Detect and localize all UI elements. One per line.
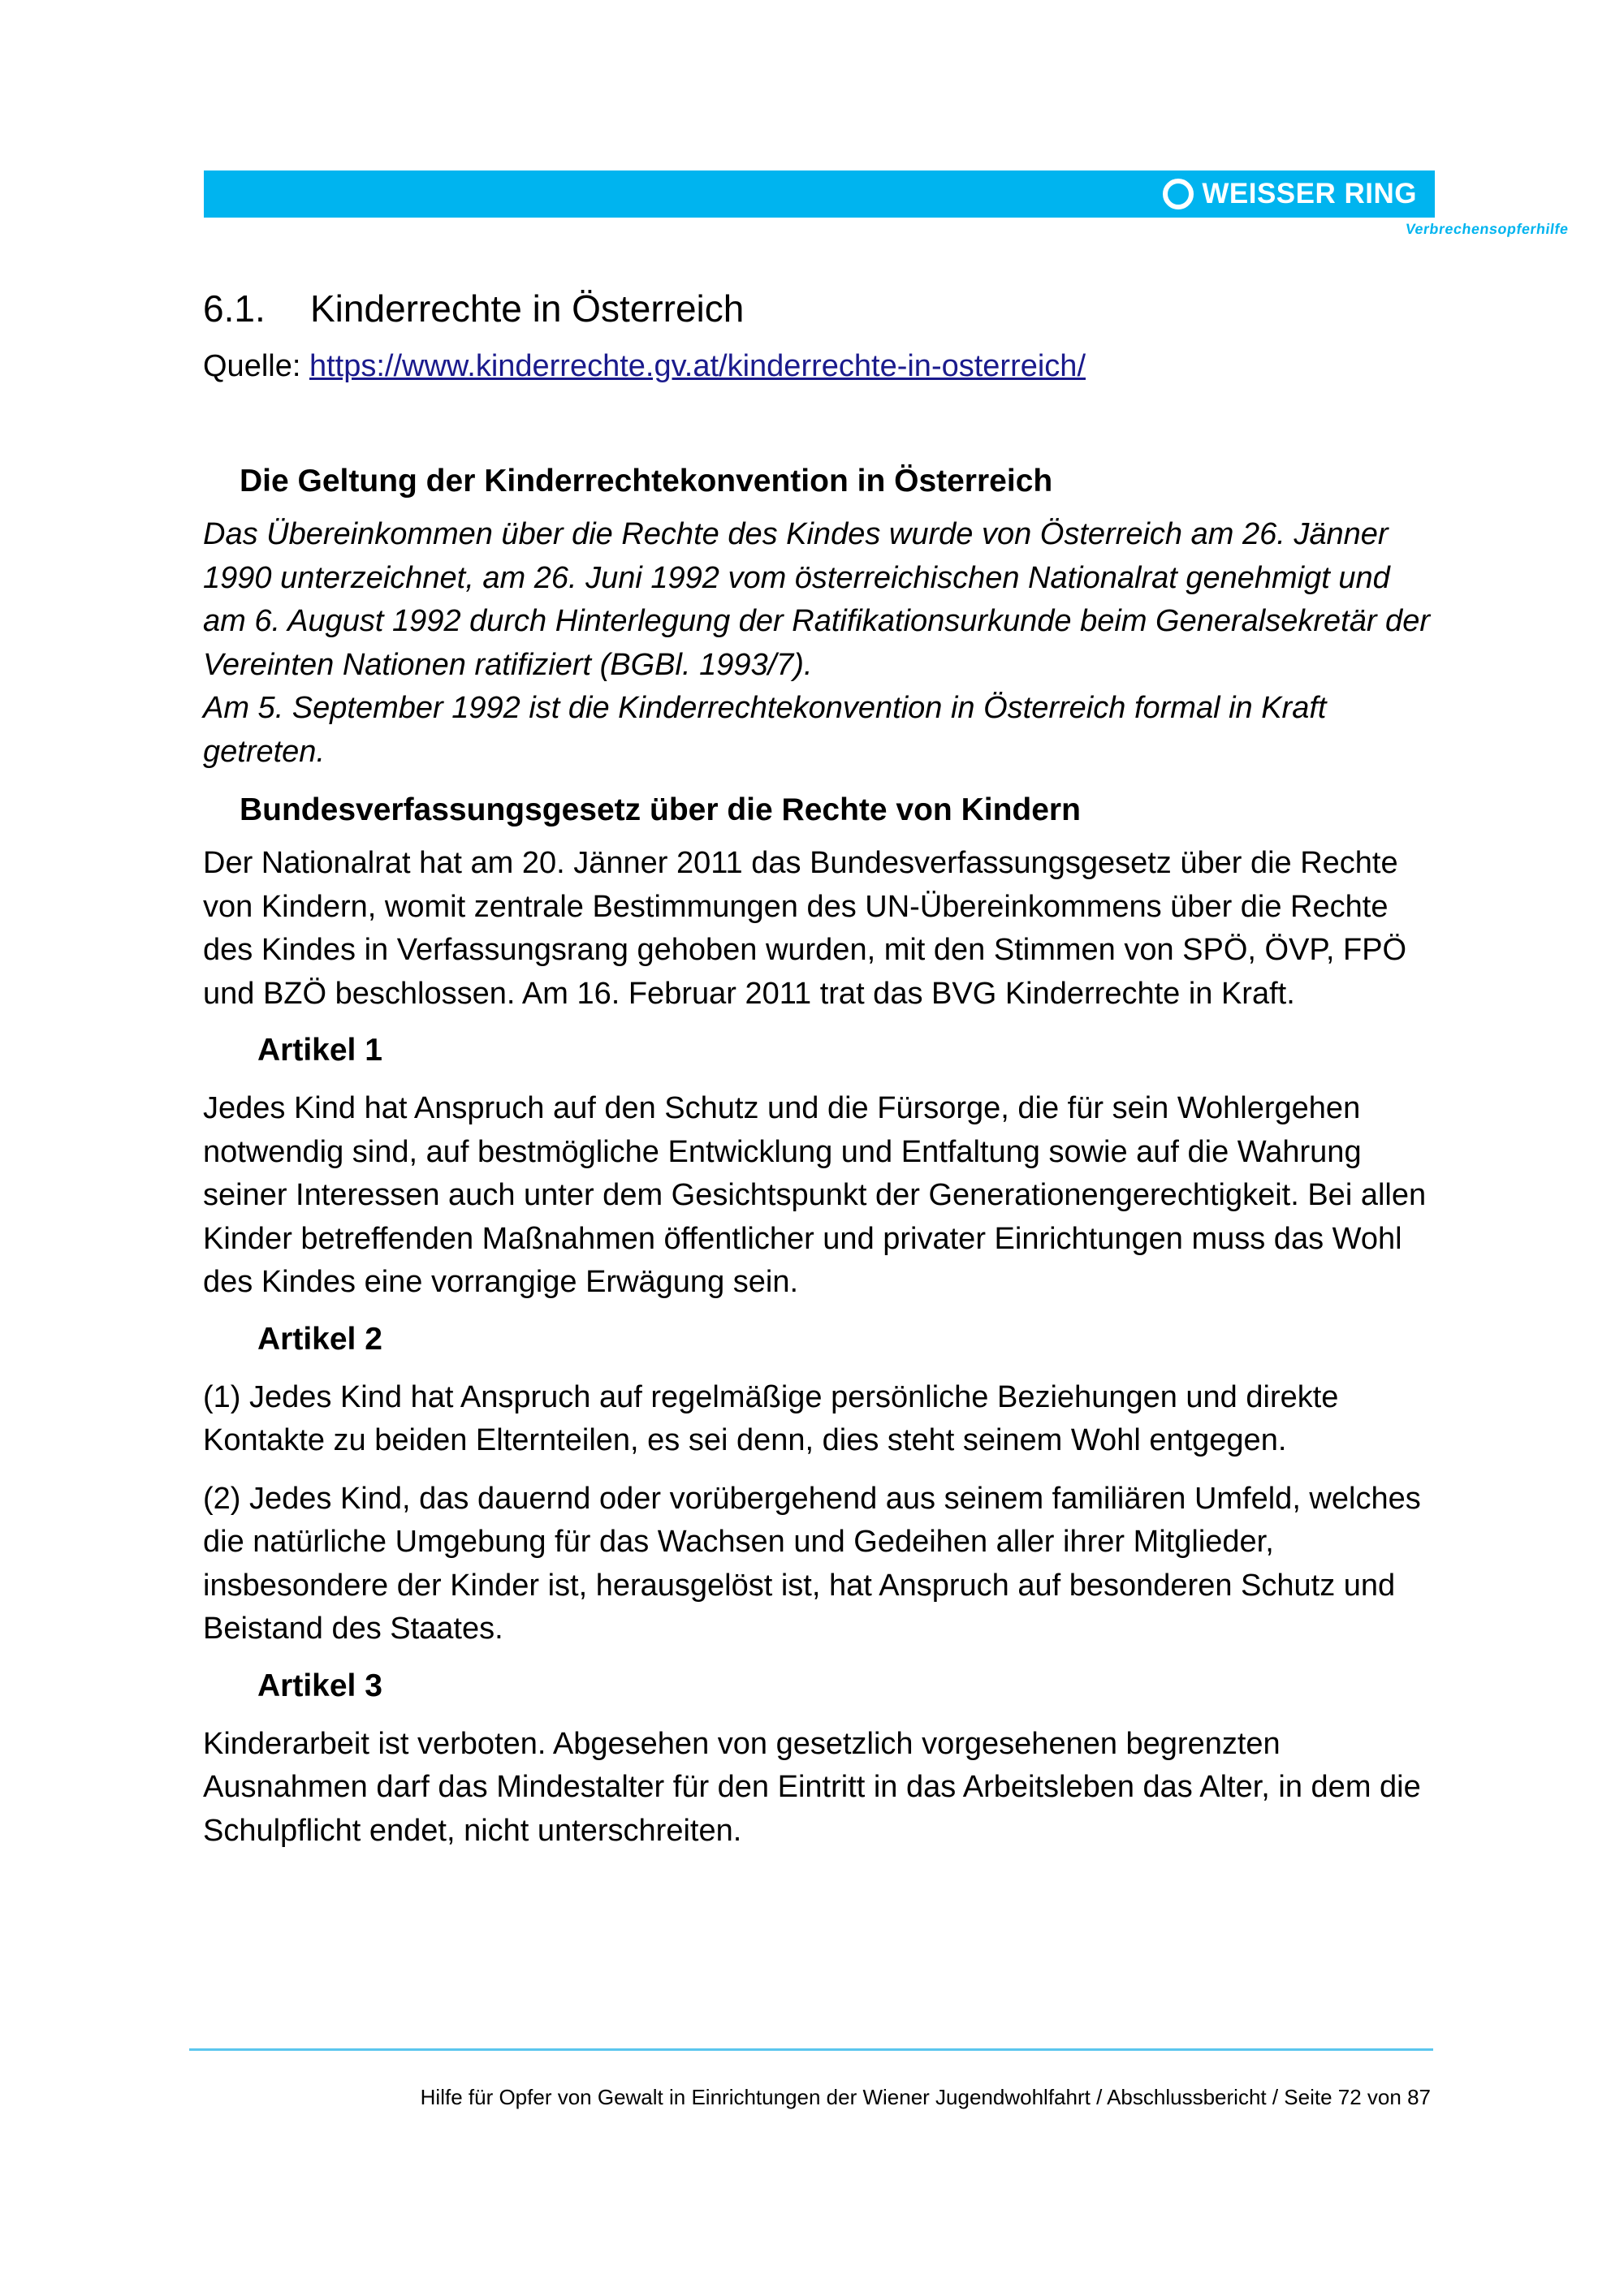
section-title — [203, 286, 1437, 331]
geltung-text-2: Am 5. September 1992 ist die Kinderrechtekonvention in Österreich formal in Kraft getreten. — [203, 691, 1327, 769]
logo-text: WEISSER RING — [1202, 178, 1417, 209]
geltung-heading: Die Geltung der Kinderrechtekonvention in Österreich — [240, 464, 1053, 498]
artikel2-paragraph-2: (2) Jedes Kind, das dauernd oder vorübergehend aus seinem familiären Umfeld, welches die natürliche Umgebung für das Wachsen und Gedeihen aller ihrer Mitglieder, insbesondere der Kinder ist, herausgelöst ist, hat Anspruch auf besonderen Schutz und Beistand des Staates. — [203, 1481, 1421, 1646]
footer-divider — [189, 2048, 1433, 2051]
section-title-text: Kinderrechte in Österreich — [310, 287, 745, 330]
geltung-text-1: Das Übereinkommen über die Rechte des Kindes wurde von Österreich am 26. Jänner 1990 unterzeichnet, am 26. Juni 1992 vom österreichischen Nationalrat genehmigt und am 6. August 1992 durch Hinterlegung der Ratifikationsurkunde beim Generalsekretär der Vereinten Nationen ratifiziert (BGBl. 1993/7). — [203, 517, 1430, 682]
artikel2-paragraph-1: (1) Jedes Kind hat Anspruch auf regelmäßige persönliche Beziehungen und direkte Kontakte zu beiden Elternteilen, es sei denn, dies steht seinem Wohl entgegen. — [203, 1379, 1339, 1457]
section-number: 6.1. — [203, 287, 266, 330]
artikel3-heading: Artikel 3 — [257, 1668, 382, 1703]
source-label: Quelle: — [203, 349, 301, 383]
page-content — [203, 286, 1437, 1867]
artikel2-heading: Artikel 2 — [257, 1321, 382, 1357]
logo-subtext: Verbrechensopferhilfe — [1405, 221, 1570, 237]
ring-logo-icon — [1163, 179, 1194, 209]
bvg-paragraph: Der Nationalrat hat am 20. Jänner 2011 das Bundesverfassungsgesetz über die Rechte von Kindern, womit zentrale Bestimmungen des UN-Übereinkommens über die Rechte des Kindes in Verfassungsrang gehoben wurden, mit den Stimmen von SPÖ, ÖVP, FPÖ und BZÖ beschlossen. Am 16. Februar 2011 trat das BVG Kinderrechte in Kraft. — [203, 846, 1407, 1011]
bvg-heading: Bundesverfassungsgesetz über die Rechte von Kindern — [240, 792, 1081, 827]
header-band — [204, 170, 1435, 218]
artikel1-heading: Artikel 1 — [257, 1033, 382, 1068]
artikel1-paragraph: Jedes Kind hat Anspruch auf den Schutz und die Fürsorge, die für sein Wohlergehen notwendig sind, auf bestmögliche Entwicklung und Entfaltung sowie auf die Wahrung seiner Interessen auch unter dem Gesichtspunkt der Generationengerechtigkeit. Bei allen Kinder betreffenden Maßnahmen öffentlicher und privater Einrichtungen muss das Wohl des Kindes eine vorrangige Erwägung sein. — [203, 1091, 1427, 1299]
geltung-paragraph — [203, 513, 1437, 774]
source-line — [203, 346, 1437, 386]
footer-text: Hilfe für Opfer von Gewalt in Einrichtungen der Wiener Jugendwohlfahrt / Abschlussbericht / Seite 72 von 87 — [420, 2085, 1431, 2109]
logo — [1163, 177, 1417, 211]
source-link[interactable]: https://www.kinderrechte.gv.at/kinderrechte-in-osterreich/ — [309, 349, 1086, 383]
artikel3-paragraph: Kinderarbeit ist verboten. Abgesehen von gesetzlich vorgesehenen begrenzten Ausnahmen darf das Mindestalter für den Eintritt in das Arbeitsleben das Alter, in dem die Schulpflicht endet, nicht unterschreiten. — [203, 1726, 1421, 1848]
